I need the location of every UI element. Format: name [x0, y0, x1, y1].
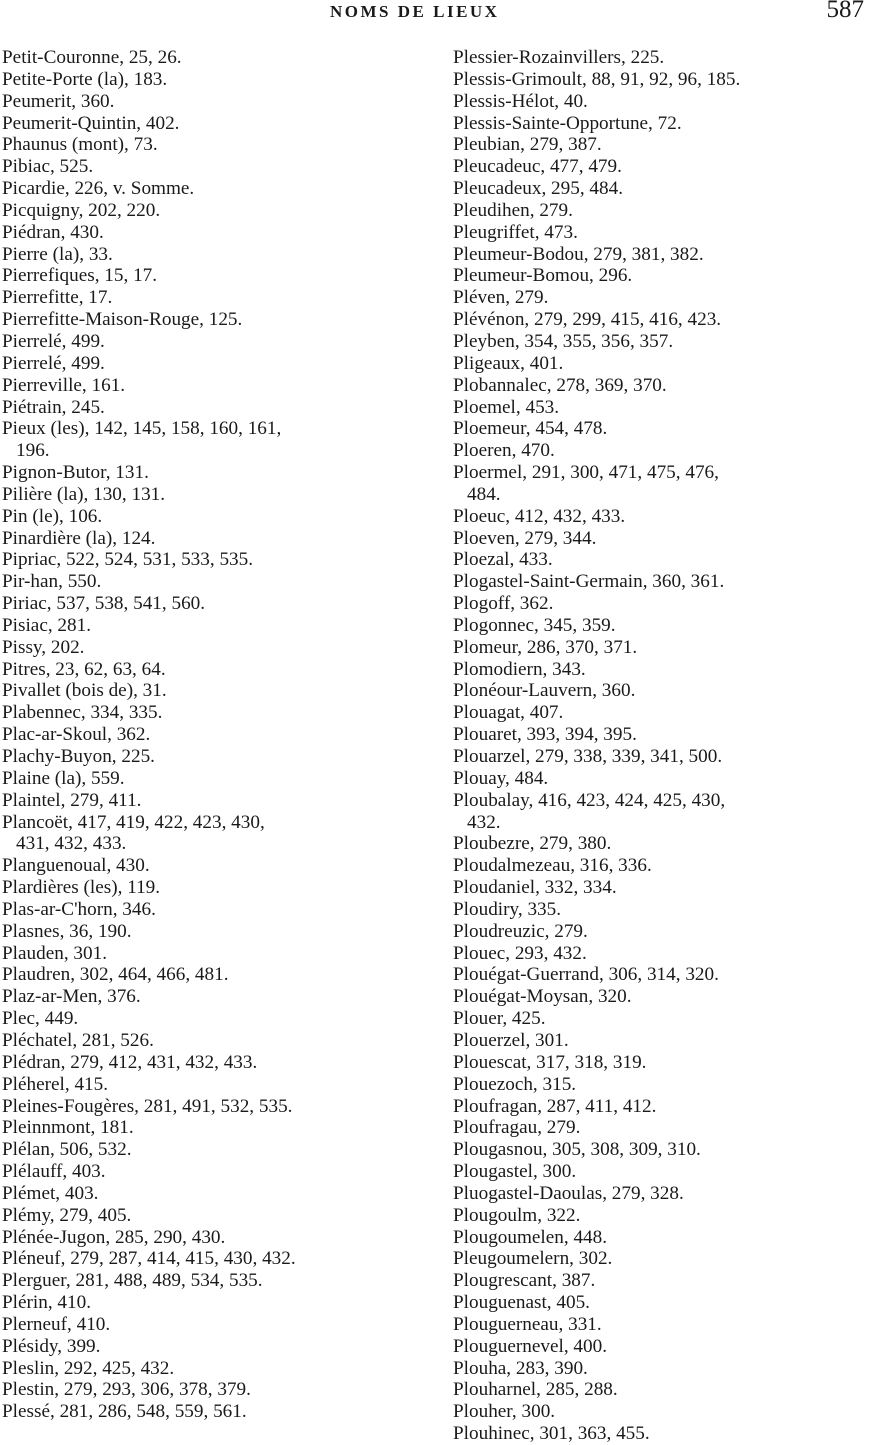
index-entry-text: Plougastel, 300.: [453, 1161, 577, 1183]
index-entry: [2, 593, 427, 615]
index-entry-continuation: 196.: [16, 440, 50, 462]
index-entry: [2, 1336, 427, 1358]
index-entry-text: Plésidy, 399.: [2, 1335, 101, 1357]
index-entry: [2, 746, 427, 768]
index-entry-text: Pierrelé, 499.: [2, 352, 105, 374]
index-entry-text: Ploeren, 470.: [453, 440, 555, 462]
index-entry-text: Ploudalmezeau, 316, 336.: [453, 855, 652, 877]
index-entry: [2, 812, 427, 856]
index-entry: [453, 1074, 869, 1096]
index-entry-text: Plogastel-Saint-Germain, 360, 361.: [453, 571, 725, 593]
index-entry-text: Pligeaux, 401.: [453, 352, 564, 374]
index-entry: [2, 222, 427, 244]
index-entry-text: Plouec, 293, 432.: [453, 942, 587, 964]
index-entry-text: Plabennec, 334, 335.: [2, 702, 163, 724]
index-entry-text: Pleyben, 354, 355, 356, 357.: [453, 330, 674, 352]
index-entry-text: Pleugriffet, 473.: [453, 221, 578, 243]
index-entry: [2, 484, 427, 506]
index-entry-text: Plaudren, 302, 464, 466, 481.: [2, 964, 229, 986]
index-entry-text: Ploemeur, 454, 478.: [453, 418, 608, 440]
index-entry-text: Plouerzel, 301.: [453, 1029, 569, 1051]
index-entry: [453, 637, 869, 659]
index-entry: [453, 462, 869, 506]
index-entry: [453, 353, 869, 375]
index-entry-text: Ploufragan, 287, 411, 412.: [453, 1095, 657, 1117]
index-entry: [2, 549, 427, 571]
index-entry-text: Plouharnel, 285, 288.: [453, 1379, 618, 1401]
index-entry-text: Pin (le), 106.: [2, 505, 103, 527]
index-entry-text: Plouezoch, 315.: [453, 1073, 577, 1095]
index-entry: [453, 1423, 869, 1445]
index-entry-text: Plouher, 300.: [453, 1401, 556, 1423]
index-entry: [453, 178, 869, 200]
index-entry: [453, 47, 869, 69]
index-entry-text: Plomeur, 286, 370, 371.: [453, 636, 638, 658]
page-header: [0, 0, 872, 40]
index-entry: [2, 768, 427, 790]
index-entry: [2, 375, 427, 397]
index-entry-text: Pléven, 279.: [453, 287, 549, 309]
index-entry: [453, 615, 869, 637]
index-entry-text: Plougoulm, 322.: [453, 1204, 581, 1226]
index-column-right: [453, 47, 869, 1445]
index-entry-text: Plachy-Buyon, 225.: [2, 746, 155, 767]
index-entry: [2, 790, 427, 812]
index-entry-text: Plestin, 279, 293, 306, 378, 379.: [2, 1379, 251, 1401]
index-entry-text: Plouer, 425.: [453, 1008, 546, 1030]
index-entry-text: Ploubezre, 279, 380.: [453, 833, 612, 855]
index-entry: [453, 418, 869, 440]
index-entry: [453, 265, 869, 287]
index-entry-text: Pleudihen, 279.: [453, 199, 573, 221]
index-entry: [2, 1227, 427, 1249]
index-entry: [453, 1030, 869, 1052]
index-entry-text: Pisiac, 281.: [2, 614, 92, 636]
index-entry: [453, 1183, 869, 1205]
index-entry-text: Plélan, 506, 532.: [2, 1139, 132, 1161]
index-entry-text: Pitres, 23, 62, 63, 64.: [2, 658, 166, 680]
index-entry-text: Pibiac, 525.: [2, 156, 94, 178]
index-entry: [453, 855, 869, 877]
index-entry: [2, 1248, 427, 1270]
index-entry-continuation: 432.: [467, 811, 501, 833]
index-entry-continuation: 431, 432, 433.: [16, 833, 127, 855]
index-entry: [2, 47, 427, 69]
index-entry: [453, 593, 869, 615]
index-entry: [2, 418, 427, 462]
running-title: NOMS DE LIEUX: [330, 2, 500, 21]
index-entry-text: Pignon-Butor, 131.: [2, 462, 149, 484]
index-entry: [2, 134, 427, 156]
index-entry: [2, 1183, 427, 1205]
index-entry-text: Ploudaniel, 332, 334.: [453, 877, 617, 899]
index-entry-text: Pieux (les), 142, 145, 158, 160, 161,: [2, 418, 282, 440]
index-entry: [453, 702, 869, 724]
index-entry-text: Plémy, 279, 405.: [2, 1204, 132, 1226]
index-entry: [2, 200, 427, 222]
index-entry: [453, 1248, 869, 1270]
index-entry: [2, 397, 427, 419]
index-entry-text: Pleslin, 292, 425, 432.: [2, 1357, 175, 1379]
index-entry-text: Plouguenast, 405.: [453, 1292, 590, 1314]
index-entry-text: Pierrefiques, 15, 17.: [2, 265, 158, 287]
index-entry-text: Plouha, 283, 390.: [453, 1357, 588, 1379]
index-entry: [453, 113, 869, 135]
index-entry: [2, 1379, 427, 1401]
index-entry: [453, 746, 869, 768]
index-entry: [453, 1161, 869, 1183]
index-entry-text: Ploermel, 291, 300, 471, 475, 476,: [453, 462, 719, 484]
index-entry-text: Peumerit-Quintin, 402.: [2, 112, 180, 134]
index-entry-text: Ploeuc, 412, 432, 433.: [453, 505, 626, 527]
index-entry-text: Pleucadeuc, 477, 479.: [453, 156, 622, 178]
index-entry-text: Plaintel, 279, 411.: [2, 789, 142, 811]
index-entry: [453, 549, 869, 571]
index-entry: [453, 964, 869, 986]
index-entry-text: Pléneuf, 279, 287, 414, 415, 430, 432.: [2, 1248, 296, 1270]
index-entry-text: Plauden, 301.: [2, 942, 107, 964]
index-entry-text: Plomodiern, 343.: [453, 658, 586, 680]
index-column-left: [2, 47, 427, 1423]
index-entry: [453, 1270, 869, 1292]
index-entry: [453, 375, 869, 397]
index-entry-text: Plessier-Rozainvillers, 225.: [453, 47, 665, 68]
index-entry-text: Plessis-Grimoult, 88, 91, 92, 96, 185.: [453, 68, 741, 90]
index-entry: [2, 855, 427, 877]
index-entry: [453, 724, 869, 746]
index-entry: [2, 1074, 427, 1096]
index-entry-text: Plouégat-Guerrand, 306, 314, 320.: [453, 964, 719, 986]
index-entry-text: Pleucadeux, 295, 484.: [453, 178, 623, 200]
index-entry-text: Plec, 449.: [2, 1008, 79, 1030]
index-entry: [2, 1139, 427, 1161]
index-entry: [453, 986, 869, 1008]
index-entry-text: Peumerit, 360.: [2, 90, 115, 112]
index-entry: [2, 91, 427, 113]
index-entry: [2, 964, 427, 986]
index-entry-text: Ploezal, 433.: [453, 549, 553, 571]
index-entry-text: Plessé, 281, 286, 548, 559, 561.: [2, 1401, 247, 1423]
index-entry: [453, 331, 869, 353]
index-entry: [453, 790, 869, 834]
index-entry: [2, 309, 427, 331]
index-entry-text: Pierrefitte-Maison-Rouge, 125.: [2, 309, 243, 331]
index-entry: [2, 724, 427, 746]
page-number: 587: [826, 0, 864, 23]
index-entry-text: Ploufragau, 279.: [453, 1117, 581, 1139]
index-entry-text: Plélauff, 403.: [2, 1161, 106, 1183]
index-entry: [2, 615, 427, 637]
index-entry: [453, 309, 869, 331]
index-entry: [453, 1336, 869, 1358]
index-entry: [2, 528, 427, 550]
index-entry-text: Plardières (les), 119.: [2, 877, 161, 899]
index-entry-text: Plouay, 484.: [453, 767, 549, 789]
index-entry: [2, 69, 427, 91]
index-entry-text: Plougasnou, 305, 308, 309, 310.: [453, 1139, 701, 1161]
index-entry: [2, 1314, 427, 1336]
index-entry: [2, 680, 427, 702]
index-entry-text: Ploeven, 279, 344.: [453, 527, 597, 549]
index-entry-text: Pleinnmont, 181.: [2, 1117, 134, 1139]
index-entry: [453, 921, 869, 943]
index-entry: [453, 1292, 869, 1314]
index-entry-text: Petit-Couronne, 25, 26.: [2, 47, 182, 68]
index-entry: [453, 680, 869, 702]
index-entry-text: Ploemel, 453.: [453, 396, 560, 418]
index-entry-text: Plac-ar-Skoul, 362.: [2, 724, 151, 746]
index-entry: [2, 659, 427, 681]
index-entry: [453, 506, 869, 528]
index-entry-text: Plévénon, 279, 299, 415, 416, 423.: [453, 309, 722, 331]
index-entry: [2, 178, 427, 200]
index-entry-text: Plougoumelen, 448.: [453, 1226, 608, 1248]
index-entry: [2, 113, 427, 135]
index-entry-text: Pissy, 202.: [2, 636, 85, 658]
index-entry: [2, 899, 427, 921]
index-entry: [2, 1205, 427, 1227]
index-entry: [453, 1358, 869, 1380]
index-entry-text: Piédran, 430.: [2, 221, 104, 243]
index-entry-text: Plerneuf, 410.: [2, 1313, 111, 1335]
index-entry-text: Ploubalay, 416, 423, 424, 425, 430,: [453, 789, 726, 811]
index-entry-text: Plas-ar-C'horn, 346.: [2, 898, 156, 920]
index-entry: [2, 244, 427, 266]
index-entry: [453, 1052, 869, 1074]
index-entry: [453, 440, 869, 462]
index-entry-text: Plouescat, 317, 318, 319.: [453, 1051, 647, 1073]
index-entry: [453, 571, 869, 593]
index-entry: [453, 1139, 869, 1161]
index-entry: [453, 287, 869, 309]
index-entry: [453, 1008, 869, 1030]
index-entry-text: Plerguer, 281, 488, 489, 534, 535.: [2, 1270, 263, 1292]
index-entry-text: Plouagat, 407.: [453, 702, 564, 724]
index-entry: [453, 1205, 869, 1227]
index-entry: [453, 1117, 869, 1139]
index-entry: [2, 1358, 427, 1380]
index-entry-text: Plaz-ar-Men, 376.: [2, 986, 141, 1008]
index-entry-text: Pinardière (la), 124.: [2, 527, 156, 549]
index-entry: [2, 1052, 427, 1074]
index-entry: [453, 659, 869, 681]
index-entry: [2, 986, 427, 1008]
index-entry: [2, 877, 427, 899]
index-entry: [2, 331, 427, 353]
index-entry: [453, 768, 869, 790]
index-entry-text: Plobannalec, 278, 369, 370.: [453, 374, 667, 396]
index-entry: [2, 1270, 427, 1292]
index-entry: [453, 833, 869, 855]
index-entry: [2, 637, 427, 659]
index-entry-text: Plancoët, 417, 419, 422, 423, 430,: [2, 811, 265, 833]
index-entry: [2, 1161, 427, 1183]
index-entry-text: Picquigny, 202, 220.: [2, 199, 161, 221]
index-entry-text: Picardie, 226, v. Somme.: [2, 178, 195, 200]
index-entry-text: Plouhinec, 301, 363, 455.: [453, 1423, 650, 1445]
index-entry: [2, 506, 427, 528]
index-entry: [453, 1314, 869, 1336]
index-entry: [453, 156, 869, 178]
index-entry: [2, 353, 427, 375]
index-entry-text: Plouguernevel, 400.: [453, 1335, 608, 1357]
index-entry: [453, 69, 869, 91]
index-entry: [453, 528, 869, 550]
index-entry: [453, 1379, 869, 1401]
index-entry: [453, 899, 869, 921]
index-entry-text: Pluogastel-Daoulas, 279, 328.: [453, 1182, 684, 1204]
index-entry-text: Pleugoumelern, 302.: [453, 1248, 613, 1270]
index-entry-text: Plogonnec, 345, 359.: [453, 614, 616, 636]
index-entry: [453, 244, 869, 266]
index-entry: [2, 462, 427, 484]
index-entry-text: Pierrefitte, 17.: [2, 287, 113, 309]
index-entry: [2, 1008, 427, 1030]
index-entry-text: Plogoff, 362.: [453, 593, 554, 615]
index-entry-text: Pleubian, 279, 387.: [453, 134, 602, 156]
index-entry: [453, 943, 869, 965]
index-entry-text: Plouégat-Moysan, 320.: [453, 986, 632, 1008]
index-entry: [453, 91, 869, 113]
index-entry: [2, 702, 427, 724]
index-entry-text: Pléchatel, 281, 526.: [2, 1029, 154, 1051]
index-entry: [2, 287, 427, 309]
index-entry-text: Pierrelé, 499.: [2, 330, 105, 352]
index-entry-text: Ploudreuzic, 279.: [453, 920, 588, 942]
index-entry-text: Plouarzel, 279, 338, 339, 341, 500.: [453, 746, 723, 767]
index-entry-text: Pléherel, 415.: [2, 1073, 109, 1095]
index-entry: [2, 265, 427, 287]
index-entry-text: Piriac, 537, 538, 541, 560.: [2, 593, 206, 615]
index-entry: [2, 1030, 427, 1052]
index-entry-text: Pivallet (bois de), 31.: [2, 680, 167, 702]
index-entry-text: Plémet, 403.: [2, 1182, 99, 1204]
index-entry: [453, 222, 869, 244]
index-entry: [453, 1227, 869, 1249]
index-entry: [2, 1096, 427, 1118]
index-entry-text: Pleumeur-Bomou, 296.: [453, 265, 633, 287]
index-entry: [2, 1292, 427, 1314]
index-entry-text: Pierre (la), 33.: [2, 243, 113, 265]
index-entry: [2, 943, 427, 965]
index-entry-text: Plessis-Hélot, 40.: [453, 90, 588, 112]
index-entry-text: Plonéour-Lauvern, 360.: [453, 680, 636, 702]
index-entry-text: Plougrescant, 387.: [453, 1270, 596, 1292]
index-entry-text: Plérin, 410.: [2, 1292, 92, 1314]
index-entry-text: Plouaret, 393, 394, 395.: [453, 724, 637, 746]
index-entry: [453, 200, 869, 222]
index-entry: [2, 1401, 427, 1423]
index-entry-text: Pleumeur-Bodou, 279, 381, 382.: [453, 243, 704, 265]
index-entry: [2, 156, 427, 178]
index-entry: [453, 1096, 869, 1118]
index-entry-text: Pierreville, 161.: [2, 374, 126, 396]
index-entry-text: Pipriac, 522, 524, 531, 533, 535.: [2, 549, 254, 571]
index-entry-text: Phaunus (mont), 73.: [2, 134, 158, 156]
index-entry: [453, 397, 869, 419]
index-entry: [453, 877, 869, 899]
index-entry-text: Ploudiry, 335.: [453, 898, 562, 920]
index-entry: [2, 921, 427, 943]
index-entry-text: Planguenoual, 430.: [2, 855, 150, 877]
index-entry: [2, 571, 427, 593]
index-entry-text: Plénée-Jugon, 285, 290, 430.: [2, 1226, 226, 1248]
index-entry-text: Plaine (la), 559.: [2, 767, 125, 789]
index-entry-text: Plasnes, 36, 190.: [2, 920, 132, 942]
index-entry-continuation: 484.: [467, 483, 501, 505]
index-entry: [453, 1401, 869, 1423]
index-entry: [2, 1117, 427, 1139]
index-entry-text: Plouguerneau, 331.: [453, 1313, 602, 1335]
index-entry-text: Pleines-Fougères, 281, 491, 532, 535.: [2, 1095, 293, 1117]
index-entry-text: Pilière (la), 130, 131.: [2, 483, 166, 505]
index-entry-text: Plessis-Sainte-Opportune, 72.: [453, 112, 682, 134]
index-entry-text: Piétrain, 245.: [2, 396, 105, 418]
index-entry-text: Plédran, 279, 412, 431, 432, 433.: [2, 1051, 258, 1073]
index-entry-text: Pir-han, 550.: [2, 571, 102, 593]
index-entry: [453, 134, 869, 156]
index-entry-text: Petite-Porte (la), 183.: [2, 68, 168, 90]
